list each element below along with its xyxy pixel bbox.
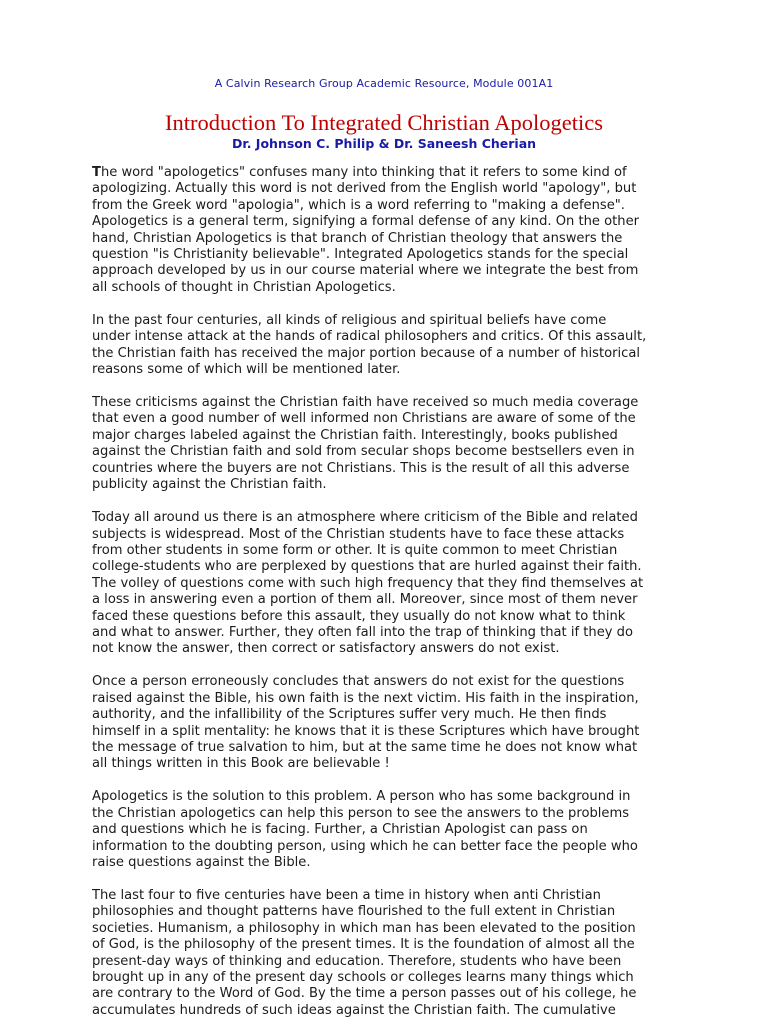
text-line: all schools of thought in Christian Apologetics.	[92, 279, 396, 295]
text-line: countries where the buyers are not Christians. This is the result of all this adverse	[92, 460, 630, 476]
text-line: approach developed by us in our course material where we integrate the best from	[92, 263, 639, 279]
text-line: Once a person erroneously concludes that answers do not exist for the questions	[92, 674, 625, 690]
page-title: Introduction To Integrated Christian Apologetics	[165, 110, 603, 135]
text-line: brought up in any of the present day schools or colleges learns many things which	[92, 970, 634, 986]
text-line: societies. Humanism, a philosophy in which man has been elevated to the position	[92, 920, 636, 936]
text-line: question "is Christianity believable". Integrated Apologetics stands for the special	[92, 247, 629, 263]
text-line: Apologetics is a general term, signifying a formal defense of any kind. On the other	[92, 214, 640, 230]
text-line: of God, is the philosophy of the present times. It is the foundation of almost all the	[92, 937, 635, 953]
text-line: These criticisms against the Christian faith have received so much media coverage	[92, 395, 639, 411]
text-line: under intense attack at the hands of radical philosophers and critics. Of this assault,	[92, 329, 647, 345]
text-line: The word "apologetics" confuses many into thinking that it refers to some kind of	[92, 165, 627, 180]
text-line: publicity against the Christian faith.	[92, 477, 327, 493]
text-line: In the past four centuries, all kinds of religious and spiritual beliefs have come	[92, 312, 607, 328]
text-line: not know the answer, then correct or satisfactory answers do not exist.	[92, 641, 560, 657]
article-body	[92, 165, 684, 1024]
text-line: reasons some of which will be mentioned later.	[92, 362, 401, 378]
text-line: information to the doubting person, using which he can better face the people who	[92, 838, 638, 854]
drop-letter: T	[92, 165, 101, 180]
text-line: The volley of questions come with such high frequency that they find themselves at	[92, 575, 644, 591]
text-line: the Christian apologetics can help this person to see the answers to the problems	[92, 805, 630, 821]
resource-line: A Calvin Research Group Academic Resource, Module 001A1	[214, 77, 554, 90]
text-line: from the Greek word "apologia", which is a word referring to "making a defense".	[92, 197, 625, 213]
text-line: himself in a split mentality: he knows that it is these Scriptures which have brought	[92, 723, 640, 739]
text-line: Today all around us there is an atmosphere where criticism of the Bible and related	[92, 510, 638, 526]
text-line: against the Christian faith and sold from secular shops become bestsellers even in	[92, 444, 635, 460]
paragraph	[92, 789, 684, 871]
text-line: all things written in this Book are believable !	[92, 756, 390, 772]
text-line: and what to answer. Further, they often fall into the trap of thinking that if they do	[92, 624, 633, 640]
paragraph	[92, 510, 684, 658]
text-line: The last four to five centuries have been a time in history when anti Christian	[92, 888, 601, 903]
text-line: a loss in answering even a portion of them all. Moreover, since most of them never	[92, 592, 638, 608]
text-line: from other students in some form or other. It is quite common to meet Christian	[92, 542, 618, 558]
authors-line: Dr. Johnson C. Philip & Dr. Saneesh Cherian	[231, 136, 537, 151]
text-line: Apologetics is the solution to this problem. A person who has some background in	[92, 789, 631, 805]
text-line: major charges labeled against the Christian faith. Interestingly, books published	[92, 427, 618, 443]
text-line: present-day ways of thinking and education. Therefore, students who have been	[92, 953, 622, 969]
text-line: the message of true salvation to him, but at the same time he does not know what	[92, 739, 638, 755]
text-line: philosophies and thought patterns have flourished to the full extent in Christian	[92, 904, 616, 920]
paragraph	[92, 313, 684, 379]
text-line: faced these questions before this assault, they usually do not know what to think	[92, 608, 626, 624]
text-line: raise questions against the Bible.	[92, 855, 311, 870]
text-line: college-students who are perplexed by questions that are hurled against their faith.	[92, 559, 642, 575]
text-line: authority, and the infallibility of the Scriptures suffer very much. He then finds	[92, 707, 607, 723]
paragraph	[92, 888, 684, 1019]
paragraph	[92, 165, 684, 296]
text-line: apologizing. Actually this word is not derived from the English world "apology", but	[92, 181, 637, 197]
text-line: the Christian faith has received the major portion because of a number of historical	[92, 345, 640, 361]
text-line: are contrary to the Word of God. By the time a person passes out of his college, he	[92, 986, 637, 1002]
text-line: subjects is widespread. Most of the Christian students have to face these attacks	[92, 526, 625, 542]
text-line: raised against the Bible, his own faith is the next victim. His faith in the inspiration,	[92, 690, 639, 706]
text-line: accumulates hundreds of such ideas against the Christian faith. The cumulative	[92, 1002, 616, 1018]
text-line: and questions which he is facing. Further, a Christian Apologist can pass on	[92, 822, 588, 838]
paragraph	[92, 395, 684, 493]
paragraph	[92, 674, 684, 772]
text-line: hand, Christian Apologetics is that branch of Christian theology that answers the	[92, 230, 623, 246]
text-line: that even a good number of well informed non Christians are aware of some of the	[92, 411, 636, 427]
